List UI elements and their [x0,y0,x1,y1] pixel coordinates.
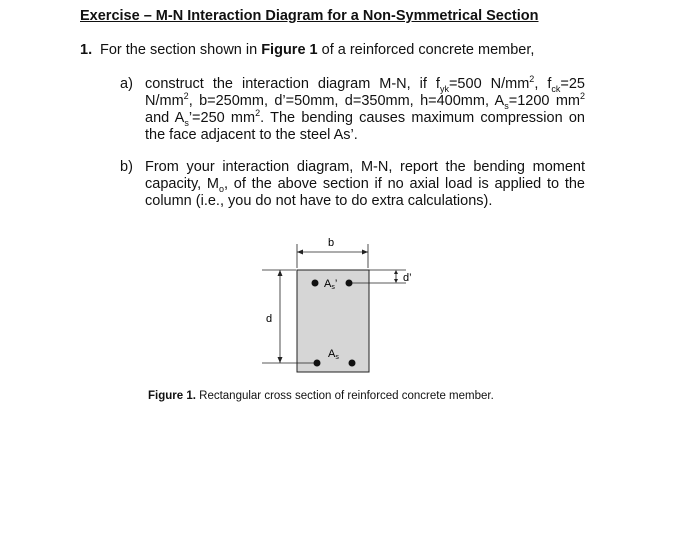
superscript-2: 2 [183,91,189,102]
fyk-subscript: yk [439,83,449,94]
part-b-label: b) [120,159,133,175]
label-as-main: A [328,348,336,360]
superscript-2: 2 [579,91,585,102]
b-arrow-right [362,250,368,255]
figure-caption [148,390,494,402]
d-arrow-bottom [278,357,283,363]
intro-text-post: of a reinforced concrete member, [317,42,535,58]
label-as-prime-main: A [324,278,332,290]
part-a-seg: . The bending causes maximum compression on the face adjacent to the steel As’. [145,110,585,143]
part-a-seg: and A [145,110,185,126]
part-a [120,76,585,144]
bottom-bar-left [314,360,321,367]
label-dprime: d’ [403,272,412,284]
part-a-seg: =1200 mm [508,93,580,109]
cross-section-figure [240,228,460,378]
as-subscript: s [504,100,509,111]
question-1-intro [80,42,534,58]
label-b: b [327,237,335,249]
part-b-text [145,159,585,210]
part-b-seg: , of the above section if no axial load is applied to the column (i.e., you do not have to do extra calculations). [145,176,585,209]
label-as-prime-sub: s [331,284,335,291]
label-as-sub: s [335,354,339,361]
dprime-arrow-top [394,270,398,274]
label-d: d [265,313,273,325]
superscript-2: 2 [255,108,261,119]
dprime-arrow-bottom [394,279,398,283]
part-a-seg: construct the interaction diagram M-N, if f [145,76,440,92]
exercise-title: Exercise – M-N Interaction Diagram for a Non-Symmetrical Section [80,8,539,24]
part-a-seg: , b=250mm, d’=50mm, d=350mm, h=400mm, A [188,93,505,109]
caption-text: Rectangular cross section of reinforced concrete member. [195,390,494,402]
top-bar-left [312,280,319,287]
part-b-seg: From your interaction diagram, M-N, report the bending moment capacity, M [145,159,585,192]
bottom-bar-right [349,360,356,367]
d-arrow-top [278,270,283,276]
as-prime-subscript: s [184,117,189,128]
part-b [120,159,585,210]
superscript-2: 2 [529,74,535,85]
intro-figure-ref: Figure 1 [261,42,318,58]
part-a-seg: =25 N/mm [145,76,585,109]
label-as-prime-tick: ’ [334,278,338,290]
mo-subscript: o [219,183,225,194]
part-a-seg: ’=250 mm [188,110,256,126]
label-as-prime [324,278,337,291]
part-a-seg: =500 N/mm [448,76,530,92]
intro-text-pre: For the section shown in [100,42,262,58]
part-a-label: a) [120,76,133,92]
b-arrow-left [297,250,303,255]
part-a-seg: , f [534,76,552,92]
caption-label: Figure 1. [148,390,196,402]
question-number: 1. [80,42,93,58]
fck-subscript: ck [551,83,561,94]
top-bar-right [346,280,353,287]
part-a-text [145,76,585,144]
